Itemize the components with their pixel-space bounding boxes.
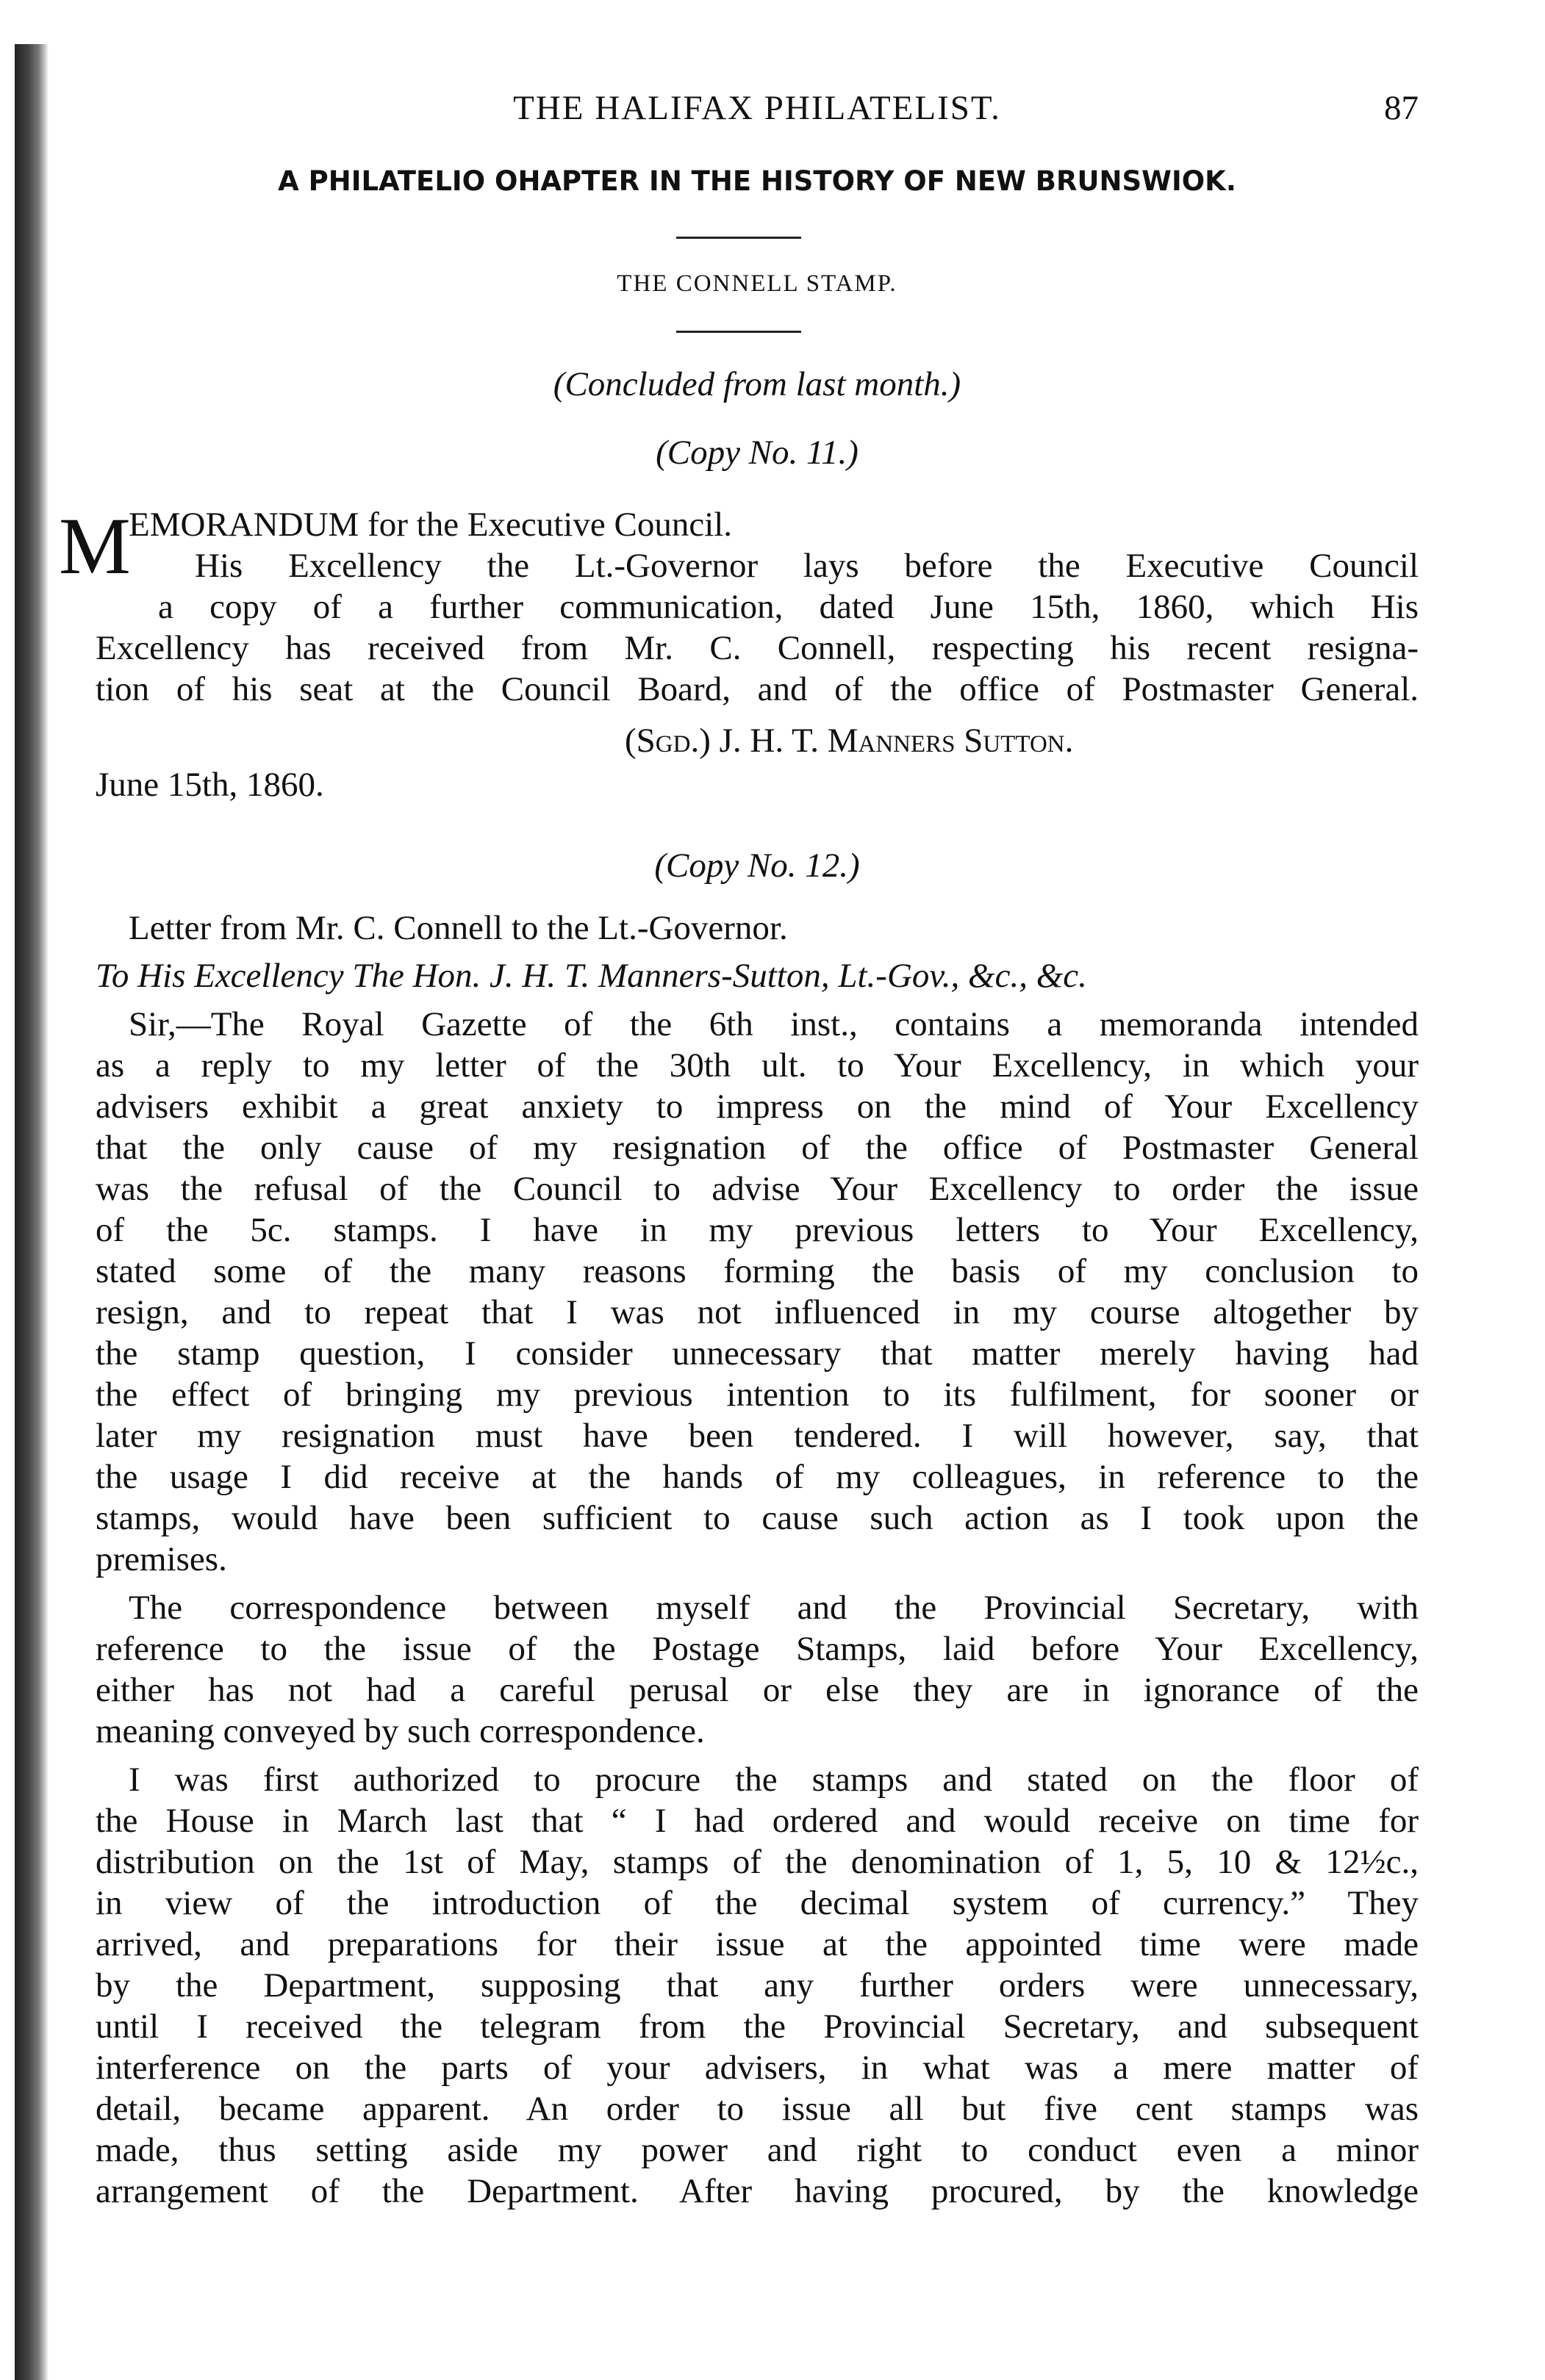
paragraph-3-line: detail, became apparent. An order to issue all but five cent stamps was	[96, 2090, 1419, 2128]
paragraph-1-line: advisers exhibit a great anxiety to impress on the mind of Your Excellency	[96, 1087, 1419, 1126]
paragraph-3-line: the House in March last that “ I had ordered and would receive on time for	[96, 1802, 1419, 1840]
paragraph-2-line: reference to the issue of the Postage Stamps, laid before Your Excellency,	[96, 1630, 1419, 1668]
section-rule-bottom	[676, 331, 801, 333]
paragraph-1-line: premises.	[96, 1540, 227, 1578]
running-title: THE HALIFAX PHILATELIST.	[513, 89, 1001, 127]
paragraph-3-line: in view of the introduction of the decimal system of currency.” They	[96, 1884, 1419, 1922]
copy-11-heading: (Copy No. 11.)	[656, 434, 858, 472]
paragraph-1-line: of the 5c. stamps. I have in my previous letters to Your Excellency,	[96, 1211, 1419, 1249]
paragraph-3-line: made, thus setting aside my power and right to conduct even a minor	[96, 2131, 1419, 2169]
paragraph-1-line: was the refusal of the Council to advise Your Excellency to order the issue	[96, 1170, 1419, 1208]
paragraph-1-line: Sir,—The Royal Gazette of the 6th inst., contains a memoranda intended	[129, 1005, 1419, 1043]
paragraph-1-line: later my resignation must have been tendered. I will however, say, that	[96, 1417, 1419, 1455]
drop-cap: M	[59, 501, 131, 591]
running-header	[96, 88, 1419, 147]
paragraph-3-line: distribution on the 1st of May, stamps of the denomination of 1, 5, 10 & 12½c.,	[96, 1843, 1419, 1881]
paragraph-3-line: by the Department, supposing that any further orders were unnecessary,	[96, 1966, 1419, 2005]
paragraph-2-line: The correspondence between myself and the Provincial Secretary, with	[129, 1589, 1419, 1627]
chapter-title: A PHILATELIO OHAPTER IN THE HISTORY OF NEW BRUNSWIOK.	[278, 165, 1236, 197]
paragraph-1-line: as a reply to my letter of the 30th ult. to Your Excellency, in which your	[96, 1046, 1419, 1085]
binding-gutter-shadow	[15, 44, 49, 2380]
paragraph-2-line: meaning conveyed by such correspondence.	[96, 1712, 705, 1750]
memo-line-4: Excellency has received from Mr. C. Connell, respecting his recent resigna-	[96, 629, 1419, 667]
paragraph-1-line: the effect of bringing my previous intention to its fulfilment, for sooner or	[96, 1376, 1419, 1414]
paragraph-3-line: interference on the parts of your advisers, in what was a mere matter of	[96, 2049, 1419, 2087]
section-title: THE CONNELL STAMP.	[617, 270, 897, 297]
paragraph-3-line: until I received the telegram from the Provincial Secretary, and subsequent	[96, 2007, 1419, 2046]
paragraph-1-line: stated some of the many reasons forming the basis of my conclusion to	[96, 1252, 1419, 1290]
copy-12-heading: (Copy No. 12.)	[654, 846, 860, 885]
memo-date: June 15th, 1860.	[96, 766, 324, 804]
paragraph-1-line: that the only cause of my resignation of the office of Postmaster General	[96, 1129, 1419, 1167]
paragraph-2-line: either has not had a careful perusal or else they are in ignorance of the	[96, 1671, 1419, 1709]
paragraph-1-line: resign, and to repeat that I was not influenced in my course altogether by	[96, 1293, 1419, 1331]
concluded-note: (Concluded from last month.)	[553, 365, 961, 403]
section-rule-top	[676, 237, 801, 239]
memo-line-5: tion of his seat at the Council Board, and of the office of Postmaster General.	[96, 670, 1419, 708]
letter-address: To His Excellency The Hon. J. H. T. Manners-Sutton, Lt.-Gov., &c., &c.	[96, 957, 1087, 995]
letter-intro: Letter from Mr. C. Connell to the Lt.-Governor.	[129, 909, 788, 947]
page-number: 87	[1384, 89, 1419, 127]
paragraph-3-line: arrangement of the Department. After having procured, by the knowledge	[96, 2172, 1419, 2210]
memo-line-2: His Excellency the Lt.-Governor lays before the Executive Council	[195, 547, 1419, 585]
memo-line-3: a copy of a further communication, dated June 15th, 1860, which His	[158, 588, 1419, 626]
memo-signature: (Sgd.) J. H. T. Manners Sutton.	[625, 722, 1074, 760]
memo-line-1: EMORANDUM for the Executive Council.	[129, 506, 733, 544]
paragraph-3-line: arrived, and preparations for their issue at the appointed time were made	[96, 1925, 1419, 1963]
paragraph-1-line: the usage I did receive at the hands of my colleagues, in reference to the	[96, 1458, 1419, 1496]
paragraph-3-line: I was first authorized to procure the stamps and stated on the floor of	[129, 1761, 1419, 1799]
paragraph-1-line: the stamp question, I consider unnecessary that matter merely having had	[96, 1334, 1419, 1373]
paragraph-1-line: stamps, would have been sufficient to cause such action as I took upon the	[96, 1499, 1419, 1537]
